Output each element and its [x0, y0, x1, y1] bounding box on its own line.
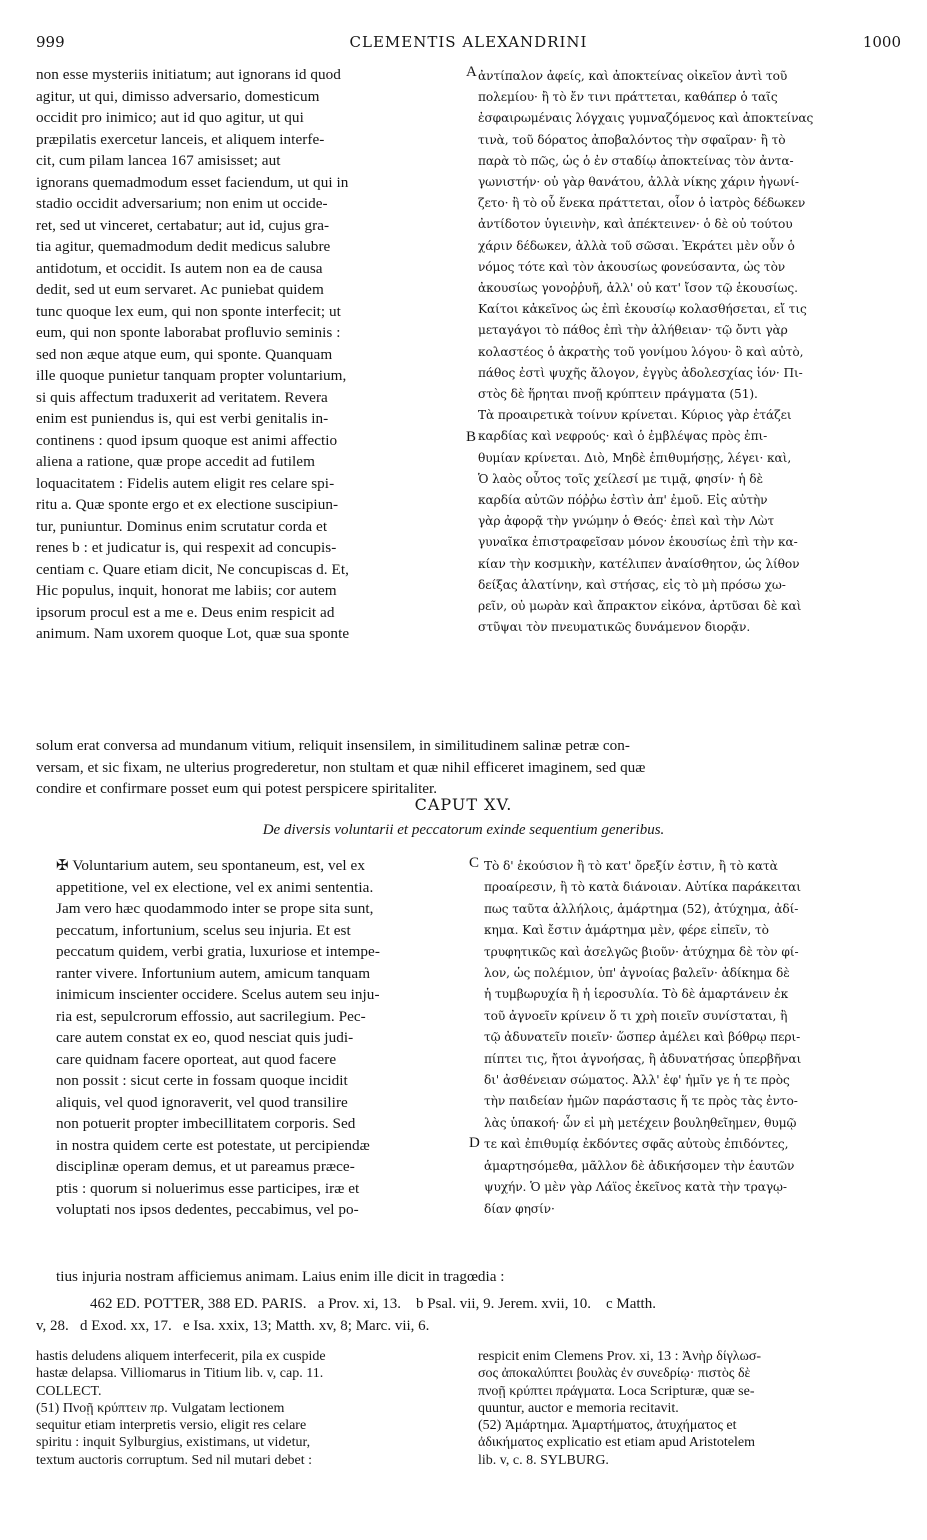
latin-continuation-top: solum erat conversa ad mundanum vitium, reliquit insensilem, in similitudinem salinæ petræ con- versam, et sic fixam, ne ulterius progrederetur, non stultam et quæ nihil efficeret imaginem, sed quæ condire et confirmare posset eum qui potest perspicere spiritaliter. [36, 737, 646, 797]
section-marker-d: D [469, 1135, 480, 1151]
greek-column-top: ἀντίπαλον ἀφείς, καὶ ἀποκτείνας οἰκεῖον ἀντὶ τοῦ πολεμίου· ἢ τὸ ἔν τινι πράττεται, καθάπερ ὁ ταῖς ἐσφαιρωμέναις λόγχαις γυμναζόμενος καὶ ἀποκτείνας τινὰ, τοῦ δόρατος ἀποβαλόντος τὴν σφαῖραν· ἢ τὸ παρὰ τὸ πῶς, ὡς ὁ ἐν σταδίῳ ἀποκτείνας τὸν ἀντα- γωνιστήν· οὐ γὰρ θανάτου, ἀλλὰ νίκης χάριν ἠγωνί- ζετο· ἢ τὸ οὗ ἕνεκα πράττεται, οἷον ὁ ἰατρὸς δέδωκεν ἀντίδοτον ὑγιεινὴν, καὶ ἀπέκτεινεν· ὁ δὲ οὐ τούτου χάριν δέδωκεν, ἀλλὰ τοῦ σῶσαι. Ἐκράτει μὲν οὖν ὁ νόμος τότε καὶ τὸν ἀκουσίως φονεύσαντα, ὡς τὸν ἀκουσίως γονοῤῥυῆ, ἀλλ' οὐ κατ' ἴσον τῷ ἑκουσίως. Καίτοι κἀκεῖνος ὡς ἐπὶ ἑκουσίῳ κολασθήσεται, εἴ τις μεταγάγοι τὸ πάθος ἐπὶ τὴν ἀλήθειαν· τῷ ὄντι γὰρ κολαστέος ὁ ἀκρατὴς τοῦ γονίμου λόγου· ὃ καὶ αὐτὸ, πάθος ἐστὶ ψυχῆς ἄλογον, ἐγγὺς ἀδολεσχίας ἰόν· Πι- στὸς δὲ ἥρηται πνοῇ κρύπτειν πράγματα (51). Τὰ προαιρετικὰ τοίνυν κρίνεται. Κύριος γὰρ ἐτάζει καρδίας καὶ νεφρούς· καὶ ὁ ἐμβλέψας πρὸς ἐπι- θυμίαν κρίνεται. Διὸ, Μηδὲ ἐπιθυμήσῃς, λέγει· καὶ, Ὁ λαὸς οὗτος τοῖς χείλεσί με τιμᾷ, φησίν· ἡ δὲ καρδία αὐτῶν πόῤῥω ἐστὶν ἀπ' ἐμοῦ. Εἰς αὐτὴν γὰρ ἀφορᾷ τὴν γνώμην ὁ Θεός· ἐπεὶ καὶ τὴν Λὼτ γυναῖκα ἐπιστραφεῖσαν μόνον ἑκουσίως ἐπὶ τὴν κα- κίαν τὴν κοσμικὴν, κατέλιπεν ἀναίσθητον, ὡς λίθον δείξας ἁλατίνην, καὶ στήσας, εἰς τὸ μὴ πρόσω χω- ρεῖν, οὐ μωρὰν καὶ ἄπρακτον εἰκόνα, ἀρτῦσαι δὲ καὶ στῦψαι τὸν πνευματικῶς δυνάμενον διορᾷν. [478, 69, 814, 635]
section-marker-a: A [466, 64, 477, 80]
page-number-right: 1000 [862, 33, 901, 51]
running-title: CLEMENTIS ALEXANDRINI [349, 33, 588, 51]
latin-continuation-chapter: tius injuria nostram afficiemus animam. Laius enim ille dicit in tragœdia : [56, 1268, 505, 1285]
running-head [36, 33, 901, 55]
notes-column-left: hastis deludens aliquem interfecerit, pila ex cuspide hastæ delapsa. Villiomarus in Titium lib. v, cap. 11. COLLECT. (51) Πνοῇ κρύπτειν πρ. Vulgatam lectionem sequitur etiam interpretis versio, eligit res celare spiritu : inquit Sylburgius, existimans, ut videtur, textum auctoris corruptum. Sed nil mutari debet : [36, 1349, 326, 1468]
latin-column-top: non esse mysteriis initiatum; aut ignorans id quod agitur, ut qui, dimisso adversario, domesticum occidit pro inimico; aut id quo agitur, ut qui præpilatis exercetur lanceis, et aliquem interfe- cit, cum pilam lancea 167 amisisset; aut ignorans quemadmodum esset faciendum, ut qui in stadio occidit adversarium; non enim ut occide- ret, sed ut vinceret, certabatur; aut id, cujus gra- tia agitur, quemadmodum dedit medicus salubre antidotum, et occidit. Is autem non ea de causa dedit, sed ut eum servaret. Ac puniebat quidem tunc quoque lex eum, qui non sponte interfecit; ut eum, qui non sponte laborabat profluvio seminis : sed non æque atque eum, qui sponte. Quanquam ille quoque punietur tanquam propter voluntarium, si quis affectum traduxerit ad veritatem. Revera enim est puniendus is, qui est verbi genitalis in- continens : quod ipsum quoque est animi affectio aliena a ratione, quæ prope accedit ad futilem loquacitatem : Fidelis autem eligit res celare spi- ritu a. Quæ sponte ergo et ex electione suscipiun- tur, puniuntur. Dominus enim scrutatur corda et renes b : et judicatur is, qui respexit ad concupis- centiam c. Quare etiam dicit, Ne concupiscas d. Et, Hic populus, inquit, honorat me labiis; cor autem ipsorum procul est a me e. Deus enim respicit ad animum. Nam uxorem quoque Lot, quæ sua sponte [36, 66, 350, 642]
notes-column-right: respicit enim Clemens Prov. xi, 13 : Ἀνὴρ δίγλωσ- σος ἀποκαλύπτει βουλὰς ἐν συνεδρίῳ· πιστὸς δὲ πνοῇ κρύπτει πράγματα. Loca Scripturæ, quæ se- quuntur, auctor e memoria recitavit. (52) Ἁμάρτημα. Ἁμαρτήματος, ἀτυχήματος et ἀδικήματος explicatio est etiam apud Aristotelem lib. v, c. 8. SYLBURG. [478, 1349, 762, 1468]
footnote-references-line-2: v, 28. d Exod. xx, 17. e Isa. xxix, 13; Matth. xv, 8; Marc. vii, 6. [36, 1318, 430, 1334]
section-marker-c: C [469, 855, 480, 871]
greek-column-chapter: Τὸ δ' ἑκούσιον ἢ τὸ κατ' ὄρεξίν ἐστιν, ἢ τὸ κατὰ προαίρεσιν, ἢ τὸ κατὰ διάνοιαν. Αὐτίκα παράκειται πως ταῦτα ἀλλήλοις, ἁμάρτημα (52), ἀτύχημα, ἀδί- κημα. Καὶ ἔστιν ἁμάρτημα μὲν, φέρε εἰπεῖν, τὸ τρυφητικῶς καὶ ἀσελγῶς βιοῦν· ἀτύχημα δὲ τὸν φί- λον, ὡς πολέμιον, ὑπ' ἀγνοίας βαλεῖν· ἀδίκημα δὲ ἡ τυμβωρυχία ἢ ἡ ἱεροσυλία. Τὸ δὲ ἁμαρτάνειν ἐκ τοῦ ἀγνοεῖν κρίνειν ὅ τι χρὴ ποιεῖν συνίσταται, ἢ τῷ ἀδυνατεῖν ποιεῖν· ὥσπερ ἀμέλει καὶ βόθρῳ περι- πίπτει τις, ἤτοι ἀγνοήσας, ἢ ἀδυνατήσας ὑπερβῆναι δι' ἀσθένειαν σώματος. Ἀλλ' ἐφ' ἡμῖν γε ἡ τε πρὸς τὴν παιδείαν ἡμῶν παράστασις ἥ τε πρὸς τὰς ἐντο- λὰς ὑπακοή· ὧν εἰ μὴ μετέχειν βουληθεῖημεν, θυμῷ τε καὶ ἐπιθυμίᾳ ἐκδόντες σφᾶς αὐτοὺς ἐπιδόντες, ἁμαρτησόμεθα, μᾶλλον δὲ ἀδικήσομεν τὴν ἑαυτῶν ψυχήν. Ὁ μὲν γὰρ Λάϊος ἐκεῖνος κατὰ τὴν τραγῳ- δίαν φησίν· [484, 859, 802, 1216]
page-number-left: 999 [36, 33, 65, 51]
footnote-references-line-1: 462 ED. POTTER, 388 ED. PARIS. a Prov. xi, 13. b Psal. vii, 9. Jerem. xvii, 10. c Matth. [90, 1296, 656, 1312]
chapter-subtitle: De diversis voluntarii et peccatorum exinde sequentium generibus. [262, 822, 665, 838]
chapter-heading: CAPUT XV. [414, 795, 513, 814]
latin-column-chapter: ✠ Voluntarium autem, seu spontaneum, est, vel ex appetitione, vel ex electione, vel ex animi sententia. Jam vero hæc quodammodo inter se prope sita sunt, peccatum, infortunium, scelus seu injuria. Et est peccatum quidem, verbi gratia, luxuriose et intempe- ranter vivere. Infortunium autem, amicum tanquam inimicum inscienter occidere. Scelus autem seu inju- ria est, sepulcrorum effossio, aut sacrilegium. Pec- care autem constat ex eo, quod nesciat quis judi- care quidnam facere oporteat, aut quod facere non possit : sicut certe in fossam quoque incidit aliquis, vel quod ignoraverit, vel quod transilire non potuerit propter imbecillitatem corporis. Sed in nostra quidem certe est potestate, ut percipiendæ disciplinæ operam demus, et ut pareamus præce- ptis : quorum si noluerimus esse participes, iræ et voluptati nos ipsos dedentes, peccabimus, vel po- [56, 857, 380, 1218]
section-marker-b: B [466, 429, 477, 445]
